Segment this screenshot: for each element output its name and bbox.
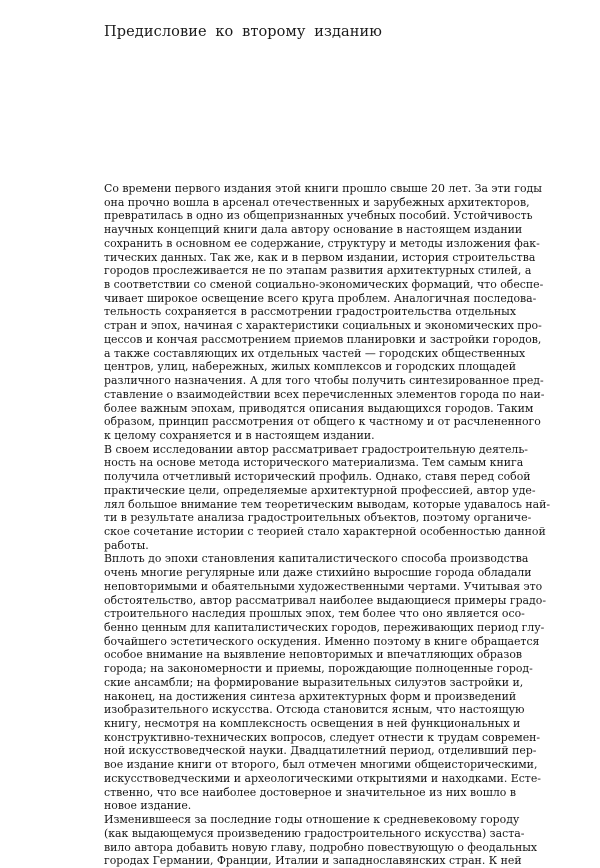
text-line: ность на основе метода исторического материализма. Тем самым книга — [104, 456, 524, 470]
text-line: ти в результате анализа градостроительных объектов, поэтому органиче- — [104, 511, 532, 525]
text-line: городов прослеживается не по этапам развития архитектурных стилей, а — [104, 264, 532, 278]
paragraph-3 — [104, 552, 546, 813]
text-line: обстоятельство, автор рассматривал наиболее выдающиеся примеры градо- — [104, 593, 546, 607]
text-line: работы. — [104, 538, 149, 552]
text-line: ское сочетание истории с теорией стало характерной особенностью данной — [104, 524, 546, 538]
text-line: сохранить в основном ее содержание, структуру и методы изложения фак- — [104, 236, 540, 250]
paragraph-4 — [104, 813, 538, 868]
text-line: Со времени первого издания этой книги прошло свыше 20 лет. За эти годы — [104, 182, 542, 195]
text-line: чивает широкое освещение всего круга проблем. Аналогичная последова- — [104, 291, 537, 305]
paragraph-1 — [104, 182, 545, 443]
text-line: новое издание. — [104, 799, 192, 813]
text-line: превратилась в одно из общепризнанных учебных пособий. Устойчивость — [104, 209, 533, 223]
text-line: строительного наследия прошлых эпох, тем более что оно является осо- — [104, 607, 525, 621]
text-line: стран и эпох, начиная с характеристики социальных и экономических про- — [104, 319, 542, 333]
text-line: вое издание книги от второго, был отмечен многими общеисторическими, — [104, 758, 538, 772]
text-line: В своем исследовании автор рассматривает градостроительную деятель- — [104, 442, 528, 456]
text-line: городах Германии, Франции, Италии и западнославянских стран. К ней — [104, 854, 522, 868]
text-line: (как выдающемуся произведению градостроительного искусства) заста- — [104, 826, 525, 840]
text-line: образом, принцип рассмотрения от общего к частному и от расчлененного — [104, 415, 541, 429]
text-line: различного назначения. А для того чтобы получить синтезированное пред- — [104, 374, 544, 388]
text-line: получила отчетливый исторический профиль. Однако, ставя перед собой — [104, 470, 531, 484]
text-line: тических данных. Так же, как и в первом издании, история строительства — [104, 250, 536, 264]
text-line: вило автора добавить новую главу, подробно повествующую о феодальных — [104, 840, 538, 854]
text-line: лял большое внимание тем теоретическим выводам, которые удавалось най- — [104, 497, 551, 511]
text-line: бенно ценным для капиталистических городов, переживающих период глу- — [104, 621, 545, 634]
text-line: она прочно вошла в арсенал отечественных и зарубежных архитекторов, — [104, 195, 530, 209]
text-line: ной искусствоведческой науки. Двадцатилетний период, отделивший пер- — [104, 744, 537, 758]
text-line: центров, улиц, набережных, жилых комплексов и городских площадей — [104, 360, 516, 374]
text-line: очень многие регулярные или даже стихийно выросшие города обладали — [104, 566, 532, 580]
text-line: города; на закономерности и приемы, порождающие полноценные город- — [104, 662, 533, 676]
text-line: изобразительного искусства. Отсюда становится ясным, что настоящую — [104, 703, 525, 717]
paragraph-2 — [104, 442, 551, 553]
text-line: наконец, на достижения синтеза архитектурных форм и произведений — [104, 689, 517, 703]
text-line: Вплоть до эпохи становления капиталистического способа производства — [104, 552, 529, 566]
text-line: более важным эпохам, приводятся описания выдающихся городов. Таким — [104, 401, 534, 415]
text-line: книгу, несмотря на комплексность освещения в ней функциональных и — [104, 717, 521, 731]
text-line: бочайшего эстетического оскудения. Именно поэтому в книге обращается — [104, 634, 540, 648]
text-line: искусствоведческими и археологическими открытиями и находками. Есте- — [104, 771, 541, 785]
text-line: Изменившееся за последние годы отношение к средневековому городу — [104, 813, 520, 827]
text-line: ставление о взаимодействии всех перечисленных элементов города по наи- — [104, 387, 545, 401]
text-line: ственно, что все наиболее достоверное и значительное из них вошло в — [104, 785, 516, 799]
text-line: конструктивно-технических вопросов, следует отнести к трудам современ- — [104, 730, 541, 744]
text-line: цессов и кончая рассмотрением приемов планировки и застройки городов, — [104, 332, 542, 346]
page-heading: Предисловие ко второму изданию — [104, 24, 383, 40]
text-line: к целому сохраняется и в настоящем издании. — [104, 428, 375, 442]
text-line: особое внимание на выявление неповторимых и впечатляющих образов — [104, 648, 523, 662]
text-line: практические цели, определяемые архитектурной профессией, автор уде- — [104, 483, 536, 497]
text-line: неповторимыми и обаятельными художественными чертами. Учитывая это — [104, 579, 543, 593]
text-line: тельность сохраняется в рассмотрении градостроительства отдельных — [104, 305, 516, 319]
text-line: а также составляющих их отдельных частей — городских общественных — [104, 346, 526, 360]
body-text — [104, 182, 551, 868]
text-line: научных концепций книги дала автору основание в настоящем издании — [104, 223, 523, 237]
text-line: ские ансамбли; на формирование выразительных силуэтов застройки и, — [104, 675, 524, 689]
text-line: в соответствии со сменой социально-экономических формаций, что обеспе- — [104, 278, 544, 292]
